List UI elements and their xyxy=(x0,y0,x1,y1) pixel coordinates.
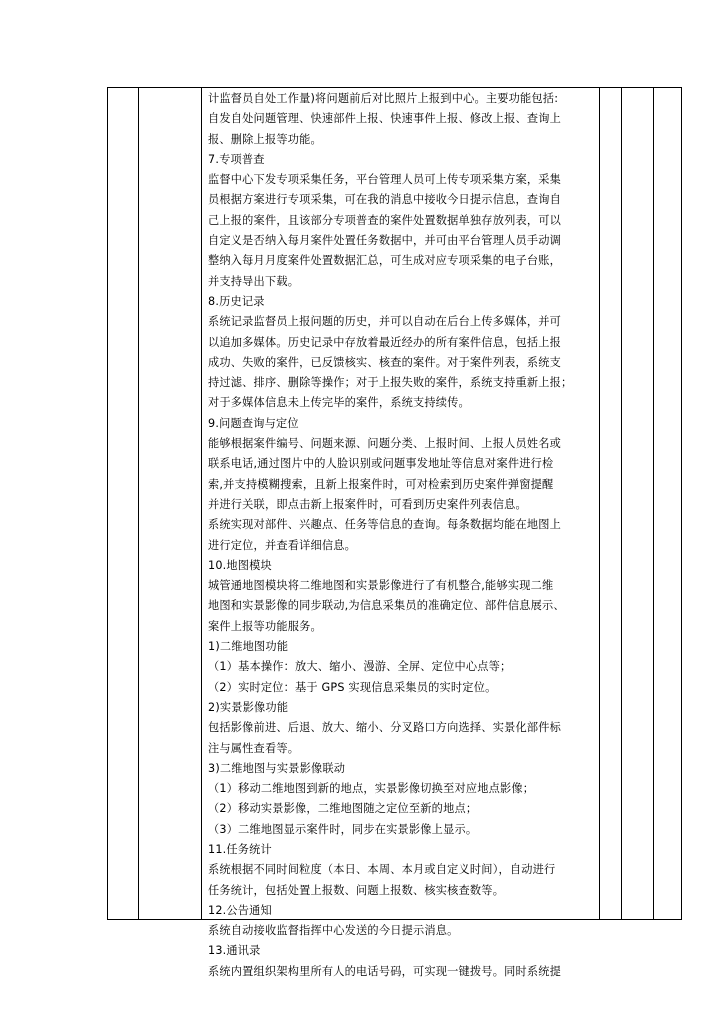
section-heading: 10.地图模块 xyxy=(208,558,272,572)
text-line: 对于多媒体信息未上传完毕的案件，系统支持续传。 xyxy=(208,396,470,410)
text-line: 任务统计，包括处置上报数、问题上报数、核实核查数等。 xyxy=(208,883,505,897)
section-heading: 11.任务统计 xyxy=(208,842,272,856)
requirement-description-cell xyxy=(208,89,594,982)
text-line: 监督中心下发专项采集任务，平台管理人员可上传专项采集方案，采集 xyxy=(208,173,562,187)
text-line: 能够根据案件编号、问题来源、问题分类、上报时间、上报人员姓名或 xyxy=(208,437,562,451)
text-line: 系统根据不同时间粒度（本日、本周、本月或自定义时间），自动进行 xyxy=(208,863,556,877)
text-line: 计监督员自处工作量)将问题前后对比照片上报到中心。主要功能包括: xyxy=(208,92,559,105)
section-heading: 13.通讯录 xyxy=(208,944,261,958)
text-line: 自定义是否纳入每月案件处置任务数据中，并可由平台管理人员手动调 xyxy=(208,234,562,248)
text-line: 以追加多媒体。历史记录中存放着最近经办的所有案件信息，包括上报 xyxy=(208,335,562,349)
text-line: 系统记录监督员上报问题的历史，并可以自动在后台上传多媒体，并可 xyxy=(208,315,562,329)
subsection-heading: 2)实景影像功能 xyxy=(208,700,289,714)
section-heading: 9.问题查询与定位 xyxy=(208,416,299,430)
text-line: 系统实现对部件、兴趣点、任务等信息的查询。每条数据均能在地图上 xyxy=(208,518,562,532)
text-line: 注与属性查看等。 xyxy=(208,741,300,755)
text-line: （1）移动二维地图到新的地点，实景影像切换至对应地点影像； xyxy=(208,782,535,796)
text-line: 索,并支持模糊搜索，且新上报案件时，可对检索到历史案件弹窗提醒 xyxy=(208,477,554,491)
text-line: 系统内置组织架构里所有人的电话号码，可实现一键拨号。同时系统提 xyxy=(208,964,562,978)
section-heading: 8.历史记录 xyxy=(208,294,265,308)
text-line: 成功、失败的案件，已反馈核实、核查的案件。对于案件列表，系统支 xyxy=(208,355,562,369)
column-divider-3 xyxy=(599,88,600,919)
text-line: 己上报的案件，且该部分专项普查的案件处置数据单独存放列表，可以 xyxy=(208,213,562,227)
column-divider-5 xyxy=(653,88,654,919)
text-line: 地图和实景影像的同步联动,为信息采集员的准确定位、部件信息展示、 xyxy=(208,599,565,613)
text-line: 整纳入每月月度案件处置数据汇总，可生成对应专项采集的电子台账， xyxy=(208,254,562,268)
subsection-heading: 3)二维地图与实景影像联动 xyxy=(208,761,346,775)
text-line: 进行定位，并查看详细信息。 xyxy=(208,538,357,552)
text-line: （1）基本操作：放大、缩小、漫游、全屏、定位中心点等； xyxy=(208,660,512,674)
column-divider-4 xyxy=(621,88,622,919)
text-line: 系统自动接收监督指挥中心发送的今日提示消息。 xyxy=(208,924,459,938)
text-line: 报、删除上报等功能。 xyxy=(208,132,322,146)
section-heading: 7.专项普查 xyxy=(208,152,265,166)
column-divider-2 xyxy=(201,88,202,919)
subsection-heading: 1)二维地图功能 xyxy=(208,640,289,654)
section-heading: 12.公告通知 xyxy=(208,903,272,917)
text-line: 持过滤、排序、删除等操作；对于上报失败的案件，系统支持重新上报； xyxy=(208,376,573,390)
text-line: 案件上报等功能服务。 xyxy=(208,619,322,633)
text-line: 员根据方案进行专项采集，可在我的消息中接收今日提示信息，查询自 xyxy=(208,193,562,207)
text-line: 包括影像前进、后退、放大、缩小、分叉路口方向选择、实景化部件标 xyxy=(208,721,562,735)
text-line: 自发自处问题管理、快速部件上报、快速事件上报、修改上报、查询上 xyxy=(208,112,562,126)
table-frame xyxy=(107,87,682,978)
column-divider-1 xyxy=(138,88,139,919)
text-line: 联系电话,通过图片中的人脸识别或问题事发地址等信息对案件进行检 xyxy=(208,457,554,471)
text-line: 并进行关联，即点击新上报案件时，可看到历史案件列表信息。 xyxy=(208,497,527,511)
text-line: （2）实时定位：基于 GPS 实现信息采集员的实时定位。 xyxy=(208,680,497,694)
text-line: （2）移动实景影像，二维地图随之定位至新的地点； xyxy=(208,802,478,816)
text-line: （3）二维地图显示案件时，同步在实景影像上显示。 xyxy=(208,822,478,836)
text-line: 并支持导出下载。 xyxy=(208,274,300,288)
text-line: 城管通地图模块将二维地图和实景影像进行了有机整合,能够实现二维 xyxy=(208,579,554,593)
